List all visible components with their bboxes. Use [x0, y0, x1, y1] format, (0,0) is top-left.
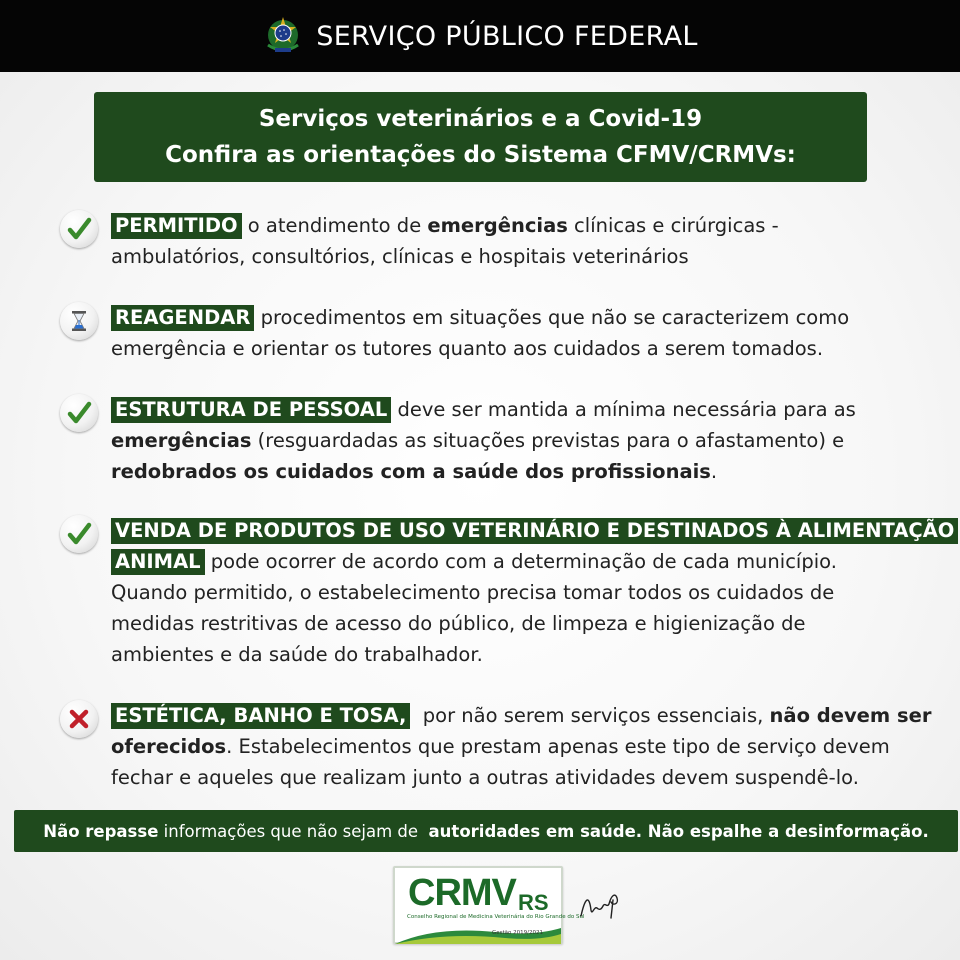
item-text-segment: pode ocorrer de acordo com a determinação de cada município.	[204, 550, 837, 573]
item-text-line: medidas restritivas de acesso do público, de limpeza e higienização de	[111, 612, 806, 635]
header-bar	[0, 0, 960, 72]
brazil-coat-of-arms-icon	[262, 15, 304, 57]
logo-term: Gestão 2019/2021	[492, 930, 543, 936]
item-text-bold: emergências	[111, 429, 252, 452]
check-icon	[60, 394, 98, 432]
item-text-segment: .	[710, 460, 718, 483]
logo-suffix: RS	[518, 890, 549, 915]
tag-permitido: PERMITIDO	[111, 213, 242, 239]
hourglass-icon	[60, 302, 98, 340]
logo-name: CRMV	[408, 872, 516, 914]
footer-bold-1: Não repasse	[43, 821, 159, 841]
logo-subtitle: Conselho Regional de Medicina Veterinária do Rio Grande do Sul	[407, 914, 585, 920]
cross-icon	[60, 700, 98, 738]
item-text-bold: oferecidos	[111, 735, 227, 758]
footer-warning-bar	[14, 810, 958, 852]
item-text-bold: não devem ser	[769, 704, 932, 727]
item-text-line: Quando permitido, o estabelecimento precisa tomar todos os cuidados de	[111, 581, 835, 604]
item-text-line: ambientes e da saúde do trabalhador.	[111, 643, 483, 666]
item-text-segment: deve ser mantida a mínima necessária para as	[391, 398, 856, 421]
check-icon	[60, 515, 98, 553]
item-text-line: ambulatórios, consultórios, clínicas e hospitais veterinários	[111, 245, 689, 268]
item-text-bold: emergências	[427, 214, 568, 237]
item-text	[111, 515, 958, 670]
tag-estetica-banho-e-tosa: ESTÉTICA, BANHO E TOSA,	[111, 703, 410, 729]
tag-reagendar: REAGENDAR	[111, 305, 254, 331]
tag-estrutura-de-pessoal: ESTRUTURA DE PESSOAL	[111, 397, 391, 423]
item-text-segment: clínicas e cirúrgicas -	[567, 214, 779, 237]
item-text-line: fechar e aqueles que realizam junto a outras atividades devem suspendê-lo.	[111, 766, 859, 789]
title-banner	[94, 92, 867, 182]
crmv-rs-logo	[393, 866, 585, 944]
banner-line-1: Serviços veterinários e a Covid-19	[258, 106, 703, 132]
item-text-segment: o atendimento de	[241, 214, 428, 237]
item-text	[111, 210, 779, 272]
item-text-bold: redobrados os cuidados com a saúde dos profissionais	[111, 460, 711, 483]
item-text-line: emergência e orientar os tutores quanto aos cuidados a serem tomados.	[111, 337, 824, 360]
item-text	[111, 700, 931, 793]
banner-line-2: Confira as orientações do Sistema CFMV/CRMVs:	[165, 142, 796, 168]
item-text-segment: (resguardadas as situações previstas para o afastamento) e	[251, 429, 845, 452]
item-text	[111, 302, 849, 364]
item-text-segment: procedimentos em situações que não se caracterizem como	[254, 306, 850, 329]
tag-animal: ANIMAL	[111, 549, 205, 575]
footer-bold-2: autoridades em saúde. Não espalhe a desinformação.	[428, 821, 929, 841]
signature-icon	[577, 888, 627, 922]
header-title: SERVIÇO PÚBLICO FEDERAL	[316, 20, 698, 52]
item-text	[111, 394, 856, 487]
tag-venda-de-produtos: VENDA DE PRODUTOS DE USO VETERINÁRIO E DESTINADOS À ALIMENTAÇÃO	[111, 518, 958, 544]
item-text-segment: por não serem serviços essenciais,	[410, 704, 770, 727]
check-icon	[60, 210, 98, 248]
item-text-segment: . Estabelecimentos que prestam apenas este tipo de serviço devem	[226, 735, 890, 758]
footer-text: informações que não sejam de	[158, 821, 429, 841]
